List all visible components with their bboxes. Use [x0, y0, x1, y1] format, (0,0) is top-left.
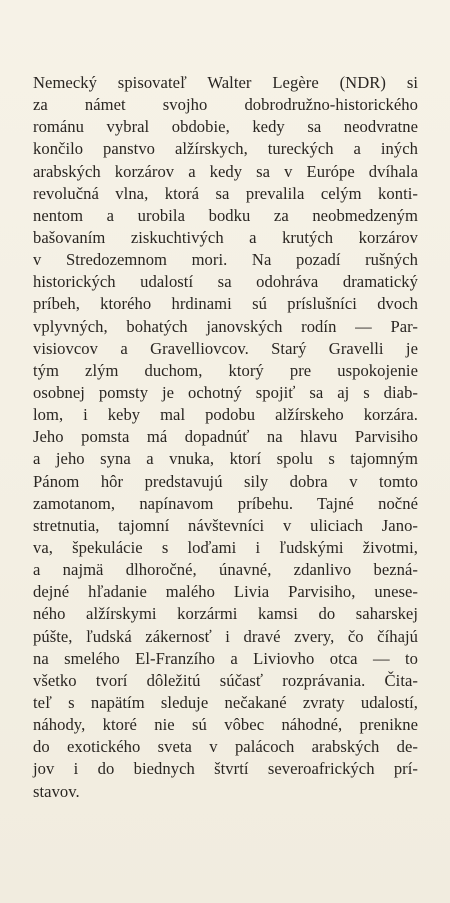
paragraph-line: vplyvných, bohatých janovských rodín — Par-: [33, 316, 418, 336]
paragraph-line: tým zlým duchom, ktorý pre uspokojenie: [33, 360, 418, 380]
paragraph-line: Pánom hôr predstavujú sily dobra v tomto: [33, 471, 418, 491]
paragraph-line: a jeho syna a vnuka, ktorí spolu s tajomným: [33, 449, 418, 469]
paragraph-line: príbeh, ktorého hrdinami sú príslušníci dvoch: [33, 294, 418, 314]
paragraph-line: a najmä dlhoročné, únavné, zdanlivo bezná-: [33, 560, 418, 580]
paragraph-line: púšte, ľudská zákernosť i dravé zvery, čo číhajú: [33, 626, 418, 646]
paragraph-line: revolučná vlna, ktorá sa prevalila celým konti-: [33, 183, 418, 203]
paragraph-line: visiovcov a Gravelliovcov. Starý Gravelli je: [33, 338, 418, 358]
paragraph-line: na smelého El-Franzího a Liviovho otca — to: [33, 648, 418, 668]
paragraph-line: románu vybral obdobie, kedy sa neodvratne: [33, 117, 418, 137]
paragraph-line: lom, i keby mal podobu alžírskeho korzára.: [33, 405, 418, 425]
paragraph-line-last: stavov.: [33, 781, 80, 801]
paragraph-line: Nemecký spisovateľ Walter Legère (NDR) si: [33, 73, 418, 92]
paragraph-line: va, špekulácie s loďami i ľudskými životmi,: [33, 537, 418, 557]
paragraph-line: do exotického sveta v palácoch arabských de-: [33, 737, 418, 757]
paragraph-line: bašovaním ziskuchtivých a krutých korzárov: [33, 227, 418, 247]
paragraph-line: arabských korzárov a kedy sa v Európe dvíhala: [33, 161, 418, 181]
paragraph-line: teľ s napätím sleduje nečakané zvraty udalostí,: [33, 692, 418, 712]
paragraph-line: stretnutia, tajomní návštevníci v uliciach Jano-: [33, 515, 418, 535]
paragraph-line: historických udalostí sa odohráva dramatický: [33, 272, 418, 292]
paragraph-line: ného alžírskymi korzármi kamsi do saharskej: [33, 604, 418, 624]
paragraph-line: Jeho pomsta má dopadnúť na hlavu Parvisiho: [33, 427, 418, 447]
paragraph-line: končilo panstvo alžírskych, tureckých a iných: [33, 139, 418, 159]
paragraph-line: za námet svojho dobrodružno-historického: [33, 95, 418, 115]
blurb-paragraph: [33, 72, 418, 803]
paragraph-line: dejné hľadanie malého Livia Parvisiho, unese-: [33, 582, 418, 602]
paragraph-line: jov i do biednych štvrtí severoafrických prí-: [33, 759, 418, 779]
paragraph-line: zamotanom, napínavom príbehu. Tajné nočné: [33, 493, 418, 513]
paragraph-line: nentom a urobila bodku za neobmedzeným: [33, 205, 418, 225]
paragraph-line: náhody, ktoré nie sú vôbec náhodné, prenikne: [33, 715, 418, 735]
paragraph-line: v Stredozemnom mori. Na pozadí rušných: [33, 250, 418, 270]
paragraph-line: osobnej pomsty je ochotný spojiť sa aj s diab-: [33, 382, 418, 402]
paragraph-line: všetko tvorí dôležitú súčasť rozprávania. Čita-: [33, 670, 418, 690]
